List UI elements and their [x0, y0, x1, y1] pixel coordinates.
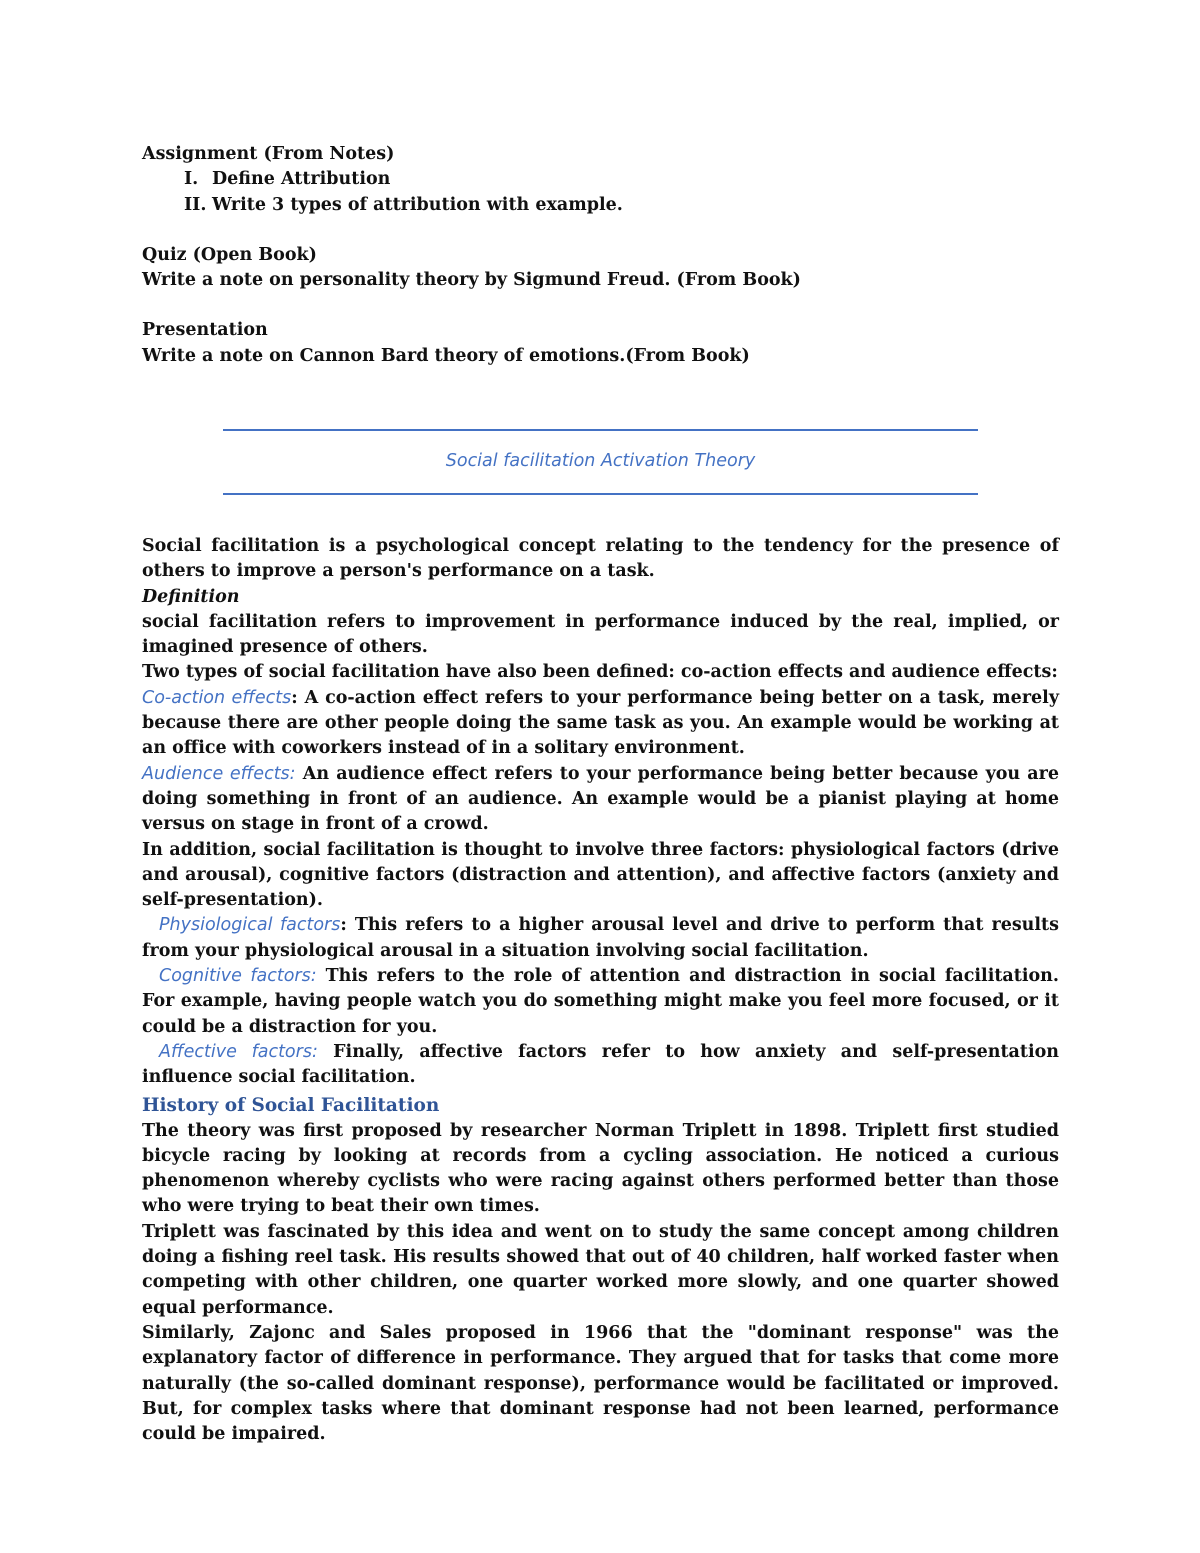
audience-paragraph — [142, 762, 1059, 838]
definition-heading: Definition — [142, 586, 240, 607]
definition-paragraph: social facilitation refers to improvement in performance induced by the real, implied, or imagined presence of others. — [142, 611, 1059, 658]
assignment-item — [142, 167, 1059, 192]
list-number: I. — [184, 169, 199, 190]
quiz-text: Write a note on personality theory by Sigmund Freud. (From Book) — [142, 270, 801, 291]
quiz-heading: Quiz (Open Book) — [142, 244, 317, 265]
history-paragraph-2: Triplett was fascinated by this idea and went on to study the same concept among children doing a fishing reel task. His results showed that out of 40 children, half worked faster when competing with other children, one quarter worked more slowly, and one quarter showed equal performance. — [142, 1221, 1059, 1318]
title-rule-top — [223, 429, 978, 431]
title-rule-bottom — [223, 493, 978, 495]
cognitive-text: This refers to the role of attention and distraction in social facilitation. For example, having people watch you do something might make you feel more focused, or it could be a distraction for you. — [142, 966, 1059, 1037]
section-title-block — [223, 429, 978, 497]
coaction-label: Co-action effects — [142, 687, 292, 708]
presentation-text: Write a note on Cannon Bard theory of emotions.(From Book) — [142, 345, 750, 366]
intro-paragraph: Social facilitation is a psychological concept relating to the tendency for the presence of others to improve a person's performance on a task. — [142, 536, 1059, 582]
factors-intro: In addition, social facilitation is thought to involve three factors: physiological factors (drive and arousal), cognitive factors (distraction and attention), and affective factors (anxiety and self-presentation). — [142, 839, 1059, 911]
body-content — [142, 534, 1059, 1447]
affective-text: Finally, affective factors refer to how anxiety and self-presentation influence social facilitation. — [142, 1041, 1059, 1088]
affective-paragraph — [142, 1040, 1059, 1091]
cognitive-label: Cognitive factors: — [159, 966, 317, 987]
physio-label: Physiological factors — [159, 915, 341, 936]
affective-label: Affective factors: — [159, 1041, 318, 1062]
presentation-heading: Presentation — [142, 320, 268, 341]
physio-text: : This refers to a higher arousal level and drive to perform that results from your physiological arousal in a situation involving social facilitation. — [142, 915, 1059, 961]
audience-label: Audience effects: — [142, 763, 296, 784]
history-paragraph-1: The theory was first proposed by researcher Norman Triplett in 1898. Triplett first studied bicycle racing by looking at records from a cycling association. He noticed a curious phenomenon whereby cyclists who were racing against others performed better than those who were trying to beat their own times. — [142, 1120, 1059, 1217]
list-text: Define Attribution — [212, 169, 391, 190]
types-intro: Two types of social facilitation have also been defined: co-action effects and audience effects: — [142, 662, 1058, 683]
physio-paragraph — [142, 913, 1059, 964]
assignment-item — [142, 193, 1059, 218]
assignment-section — [142, 142, 1059, 369]
coaction-text: : A co-action effect refers to your performance being better on a task, merely because there are other people doing the same task as you. An example would be working at an office with coworkers instead of in a solitary environment. — [142, 687, 1059, 759]
list-text: Write 3 types of attribution with example. — [212, 194, 623, 215]
list-number: II. — [184, 194, 207, 215]
assignment-heading: Assignment (From Notes) — [142, 144, 395, 164]
cognitive-paragraph — [142, 964, 1059, 1040]
coaction-paragraph — [142, 686, 1059, 762]
audience-text: An audience effect refers to your performance being better because you are doing something in front of an audience. An example would be a pianist playing at home versus on stage in front of a crowd. — [142, 763, 1059, 835]
history-heading: History of Social Facilitation — [142, 1094, 440, 1116]
section-title: Social facilitation Activation Theory — [445, 451, 756, 471]
history-paragraph-3: Similarly, Zajonc and Sales proposed in 1966 that the "dominant response" was the explanatory factor of difference in performance. They argued that for tasks that come more naturally (the so-called dominant response), performance would be facilitated or improved. But, for complex tasks where that dominant response had not been learned, performance could be impaired. — [142, 1322, 1059, 1445]
